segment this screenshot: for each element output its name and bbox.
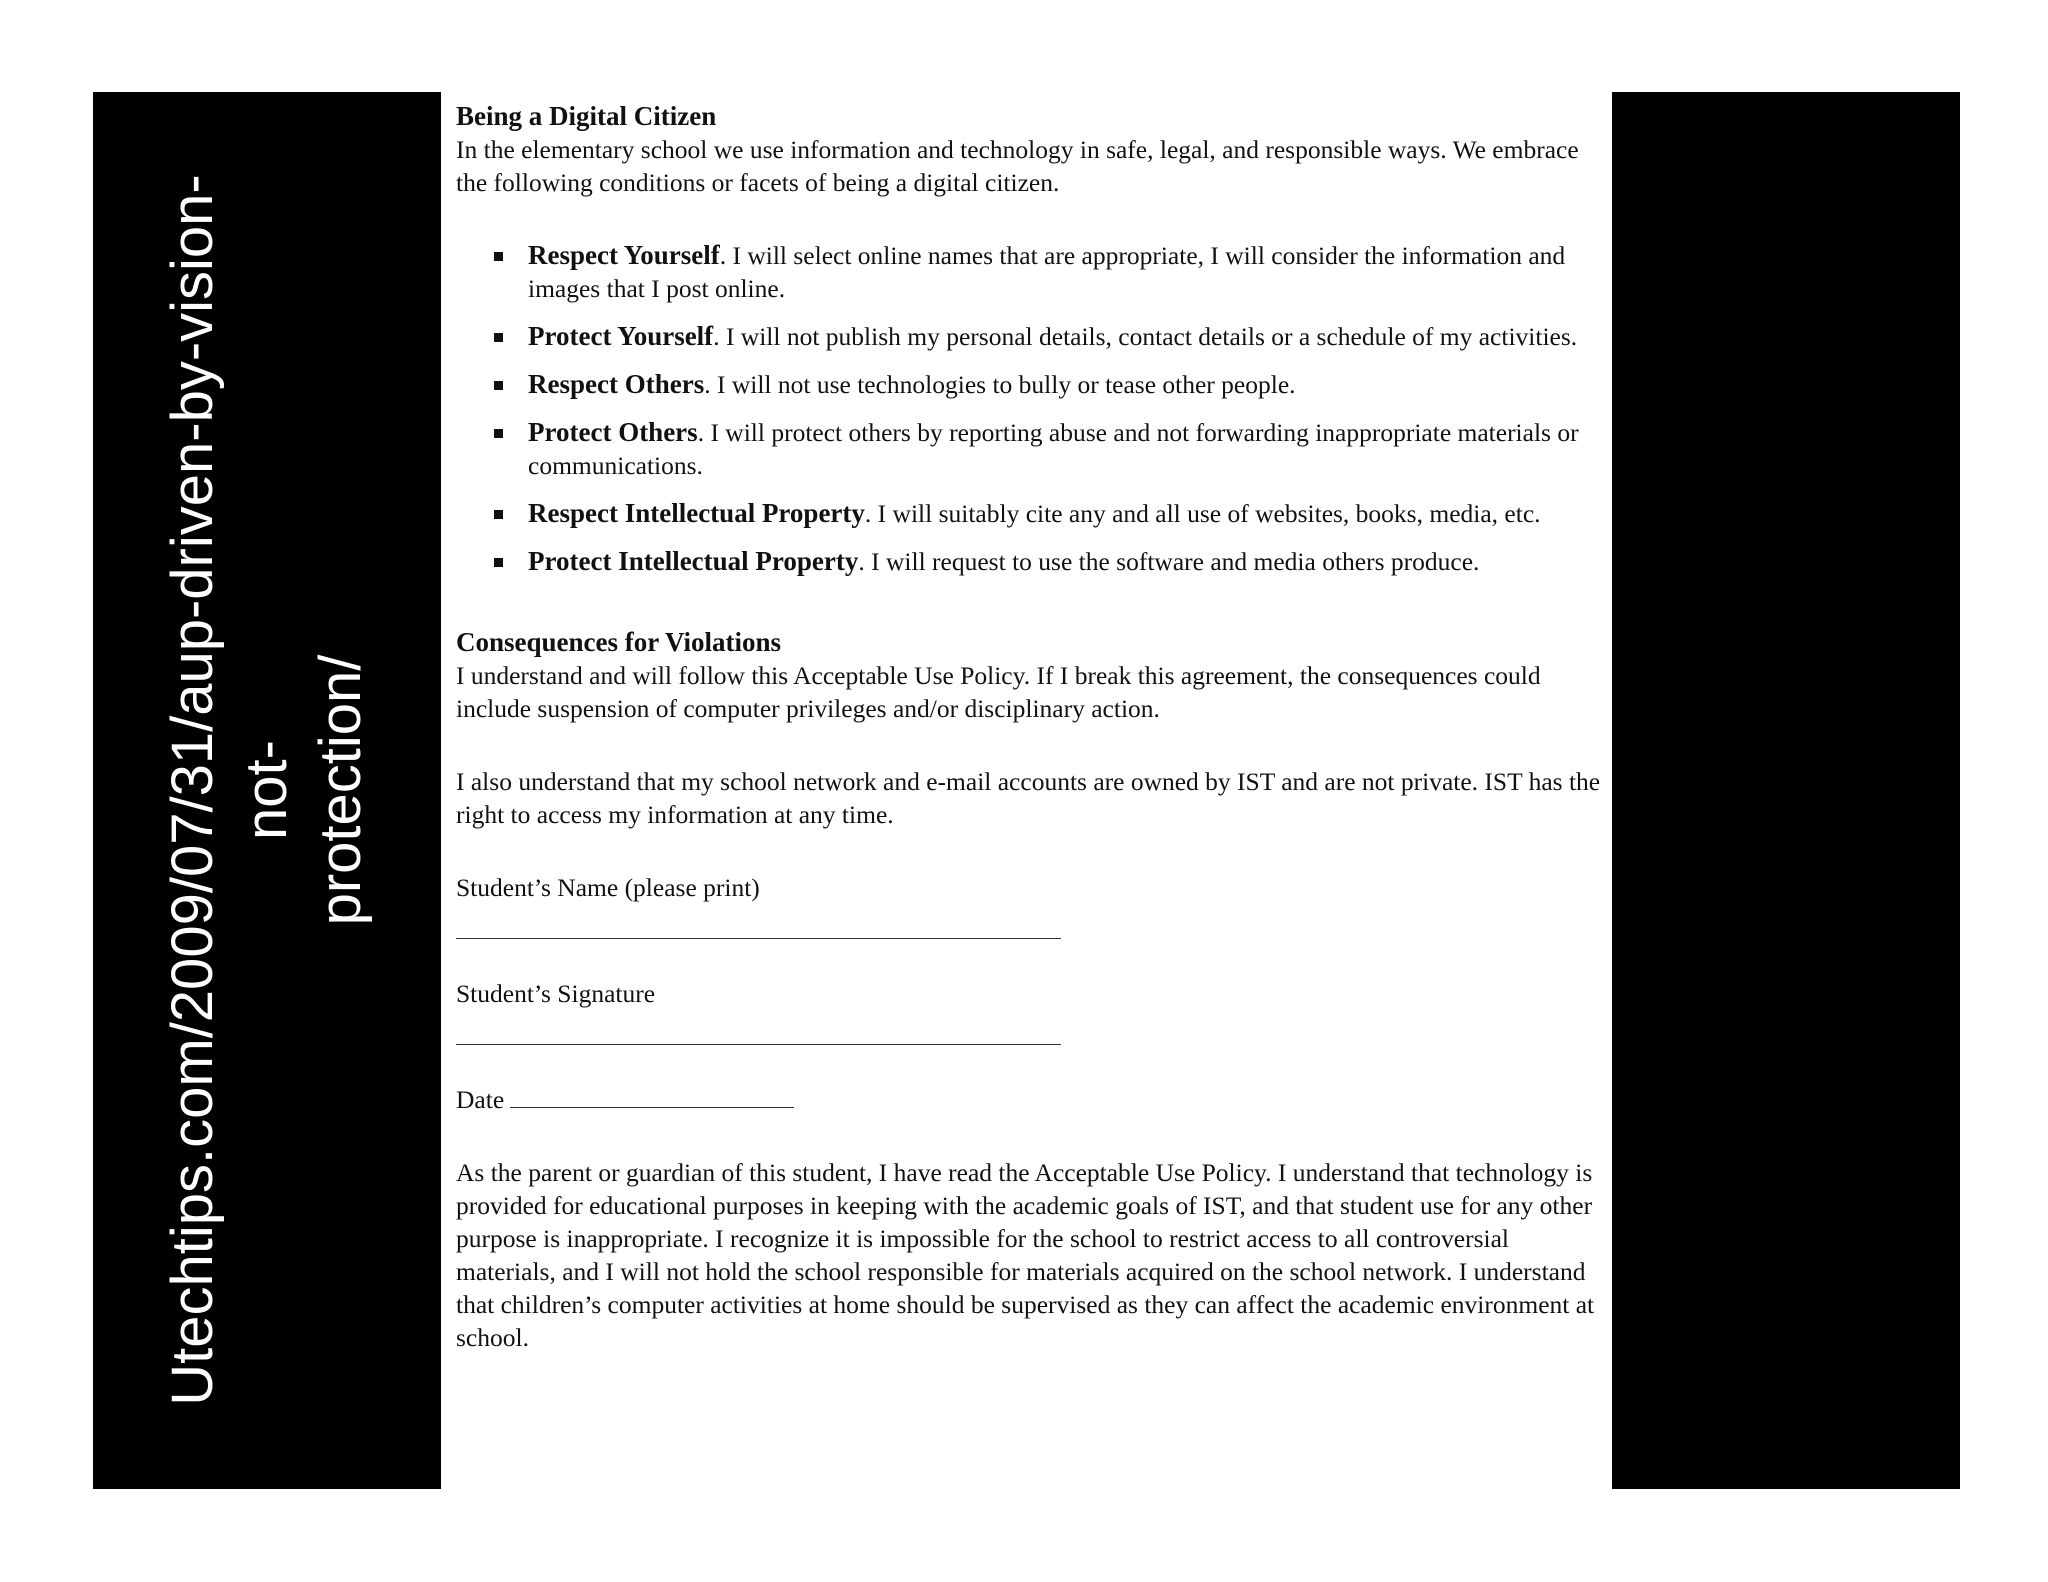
bullet-square-icon: [494, 510, 503, 519]
consequences-paragraph: I understand and will follow this Acceptable Use Policy. If I break this agreement, the consequences could include suspension of computer privileges and/or disciplinary action.: [456, 661, 1541, 723]
date-label: Date: [456, 1085, 505, 1114]
bullet-text: . I will suitably cite any and all use of websites, books, media, etc.: [864, 499, 1541, 528]
bullet-text: . I will not use technologies to bully or tease other people.: [704, 370, 1296, 399]
digital-citizen-intro: In the elementary school we use information and technology in safe, legal, and responsible ways. We embrace the following conditions or facets of being a digital citizen.: [456, 135, 1579, 197]
consequences-heading: Consequences for Violations: [456, 627, 782, 657]
bullet-term: Protect Others: [528, 417, 698, 447]
citizenship-bullet-list: [456, 239, 1604, 578]
bullet-text: . I will select online names that are appropriate, I will consider the information and images that I post online.: [528, 241, 1566, 303]
bullet-term: Protect Intellectual Property: [528, 546, 859, 576]
bullet-square-icon: [494, 252, 503, 261]
bullet-square-icon: [494, 333, 503, 342]
date-row: [456, 1083, 1604, 1116]
bullet-text: . I will request to use the software and media others produce.: [858, 547, 1480, 576]
bullet-term: Protect Yourself: [528, 321, 714, 351]
student-name-line[interactable]: [456, 937, 1061, 939]
right-black-band: [1612, 92, 1960, 1489]
bullet-term: Respect Others: [528, 369, 705, 399]
list-item: [456, 545, 1604, 578]
digital-citizen-heading: Being a Digital Citizen: [456, 101, 717, 131]
side-caption-url: Utechtips.com/2009/07/31/aup-driven-by-vision-not- protection/: [160, 174, 373, 1406]
list-item: [456, 368, 1604, 401]
date-line[interactable]: [510, 1106, 794, 1108]
student-signature-label: Student’s Signature: [456, 979, 656, 1008]
bullet-square-icon: [494, 381, 503, 390]
list-item: [456, 320, 1604, 353]
bullet-text: . I will protect others by reporting abuse and not forwarding inappropriate materials or communications.: [528, 418, 1579, 480]
list-item: [456, 497, 1604, 530]
ownership-paragraph: I also understand that my school network and e-mail accounts are owned by IST and are not private. IST has the right to access my information at any time.: [456, 767, 1601, 829]
student-name-label: Student’s Name (please print): [456, 873, 760, 902]
bullet-term: Respect Yourself: [528, 240, 720, 270]
bullet-square-icon: [494, 429, 503, 438]
list-item: [456, 416, 1604, 482]
parent-statement: As the parent or guardian of this student, I have read the Acceptable Use Policy. I understand that technology is provided for educational purposes in keeping with the academic goals of IST, and that student use for any other purpose is inappropriate. I recognize it is impossible for the school to restrict access to all controversial materials, and I will not hold the school responsible for materials acquired on the school network. I understand that children’s computer activities at home should be supervised as they can affect the academic environment at school.: [456, 1158, 1595, 1352]
bullet-square-icon: [494, 558, 503, 567]
student-signature-line[interactable]: [456, 1043, 1061, 1045]
policy-document: [456, 100, 1604, 1354]
list-item: [456, 239, 1604, 305]
bullet-text: . I will not publish my personal details, contact details or a schedule of my activities.: [713, 322, 1578, 351]
bullet-term: Respect Intellectual Property: [528, 498, 865, 528]
